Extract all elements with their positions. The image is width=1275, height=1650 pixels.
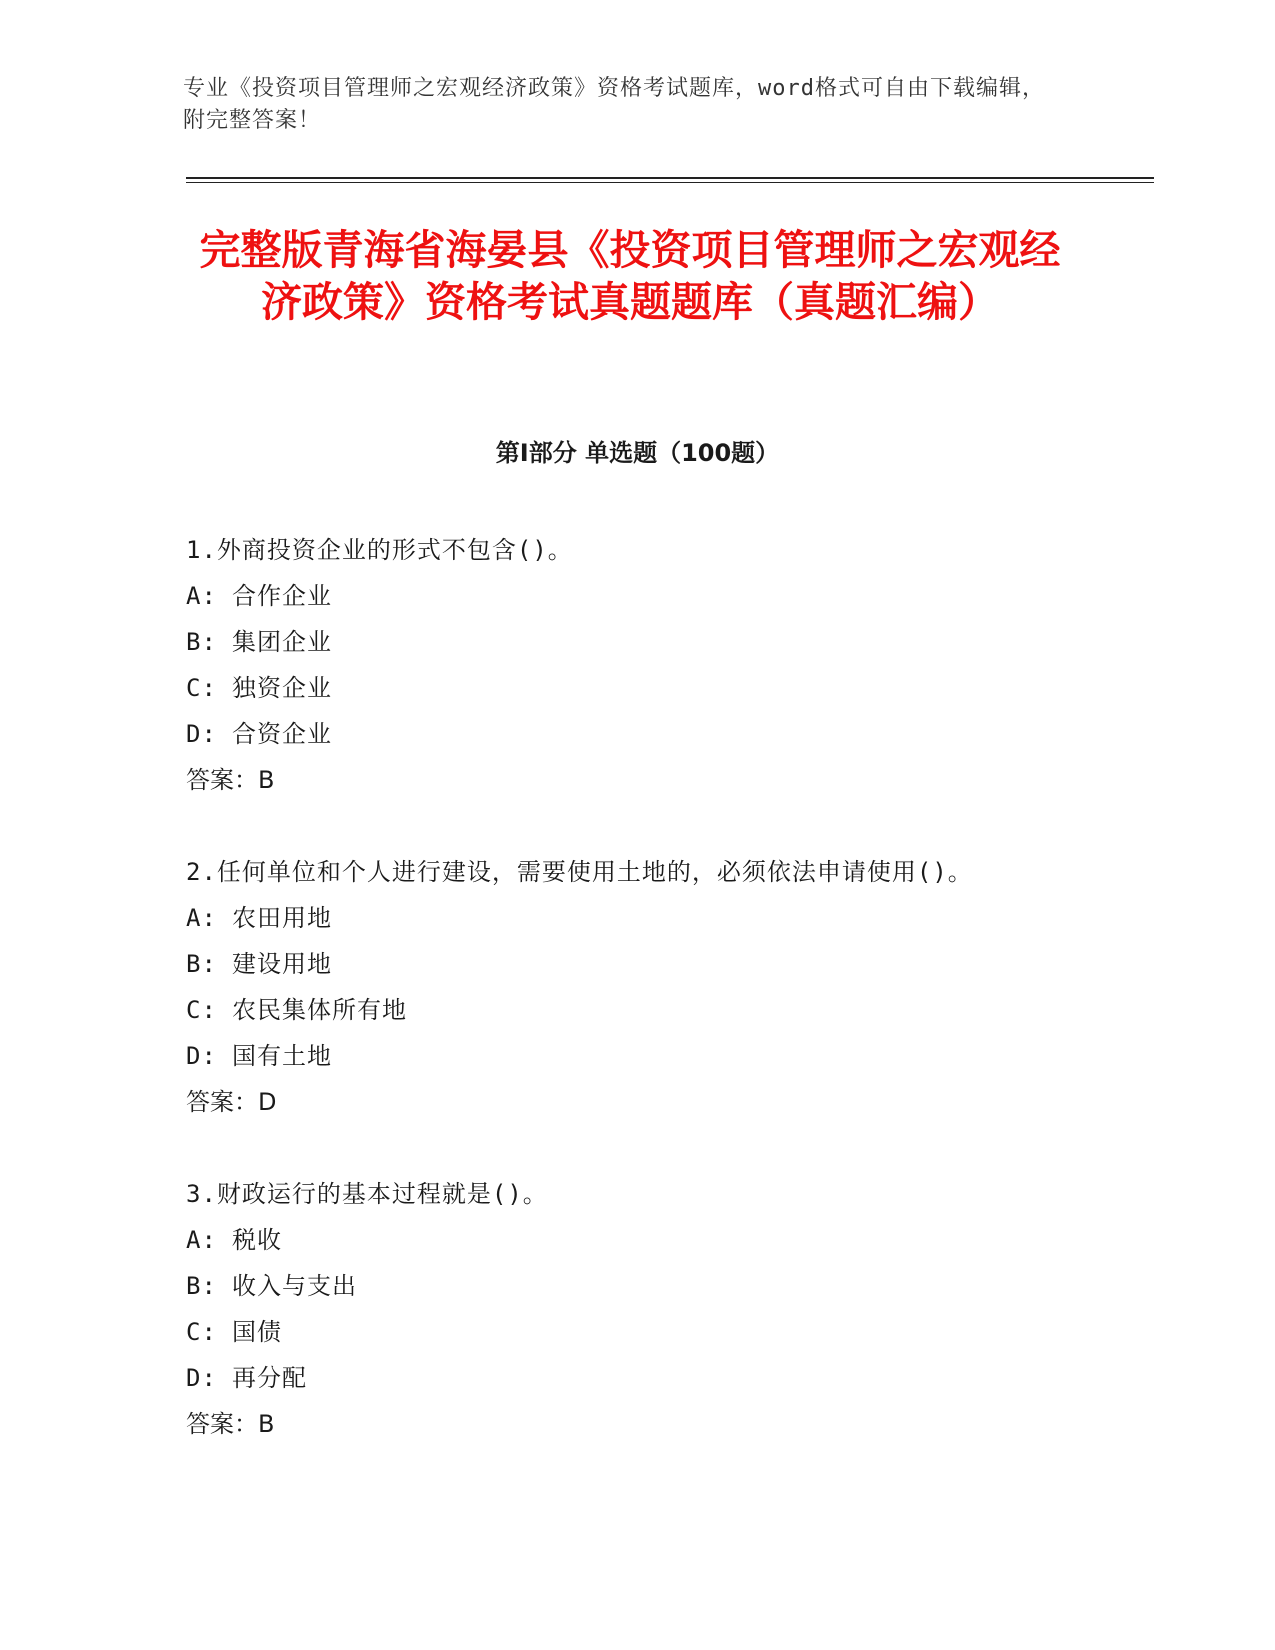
option-b <box>186 941 1066 987</box>
option-letter: A: <box>186 1226 217 1254</box>
question-item <box>186 527 1066 803</box>
option-text: 税收 <box>232 1226 282 1254</box>
option-text: 集团企业 <box>232 628 332 656</box>
answer-line: 答案：B <box>186 766 275 794</box>
option-d <box>186 711 1066 757</box>
answer-line: 答案：D <box>186 1088 277 1116</box>
option-text: 合资企业 <box>232 720 332 748</box>
option-text: 合作企业 <box>232 582 332 610</box>
option-letter: D: <box>186 1364 217 1392</box>
question-stem: 3.财政运行的基本过程就是()。 <box>186 1180 548 1208</box>
header-divider-thin <box>186 182 1154 183</box>
section-heading: 第Ⅰ部分 单选题（100题） <box>495 439 780 467</box>
question-stem: 1.外商投资企业的形式不包含()。 <box>186 536 573 564</box>
option-c <box>186 1309 1066 1355</box>
header-divider-thick <box>186 177 1154 179</box>
option-a <box>186 573 1066 619</box>
option-letter: B: <box>186 628 217 656</box>
header-note: 专业《投资项目管理师之宏观经济政策》资格考试题库，word格式可自由下载编辑，附完整答案！ <box>183 76 1045 133</box>
question-stem: 2.任何单位和个人进行建设，需要使用土地的，必须依法申请使用()。 <box>186 858 973 886</box>
option-text: 收入与支出 <box>232 1272 357 1300</box>
question-item <box>186 849 1066 1125</box>
option-a <box>186 895 1066 941</box>
option-text: 农田用地 <box>232 904 332 932</box>
option-letter: A: <box>186 582 217 610</box>
document-title: 完整版青海省海晏县《投资项目管理师之宏观经济政策》资格考试真题题库（真题汇编） <box>199 226 1061 326</box>
option-d <box>186 1355 1066 1401</box>
option-letter: D: <box>186 720 217 748</box>
question-list <box>186 527 1066 1493</box>
option-b <box>186 1263 1066 1309</box>
option-text: 国有土地 <box>232 1042 332 1070</box>
option-a <box>186 1217 1066 1263</box>
option-text: 国债 <box>232 1318 282 1346</box>
option-letter: B: <box>186 1272 217 1300</box>
option-letter: C: <box>186 674 217 702</box>
option-d <box>186 1033 1066 1079</box>
option-letter: C: <box>186 996 217 1024</box>
option-text: 农民集体所有地 <box>232 996 407 1024</box>
option-letter: D: <box>186 1042 217 1070</box>
option-text: 再分配 <box>232 1364 307 1392</box>
option-letter: A: <box>186 904 217 932</box>
answer-line: 答案：B <box>186 1410 275 1438</box>
option-letter: C: <box>186 1318 217 1346</box>
option-letter: B: <box>186 950 217 978</box>
question-item <box>186 1171 1066 1447</box>
option-text: 独资企业 <box>232 674 332 702</box>
option-c <box>186 665 1066 711</box>
option-b <box>186 619 1066 665</box>
option-text: 建设用地 <box>232 950 332 978</box>
option-c <box>186 987 1066 1033</box>
